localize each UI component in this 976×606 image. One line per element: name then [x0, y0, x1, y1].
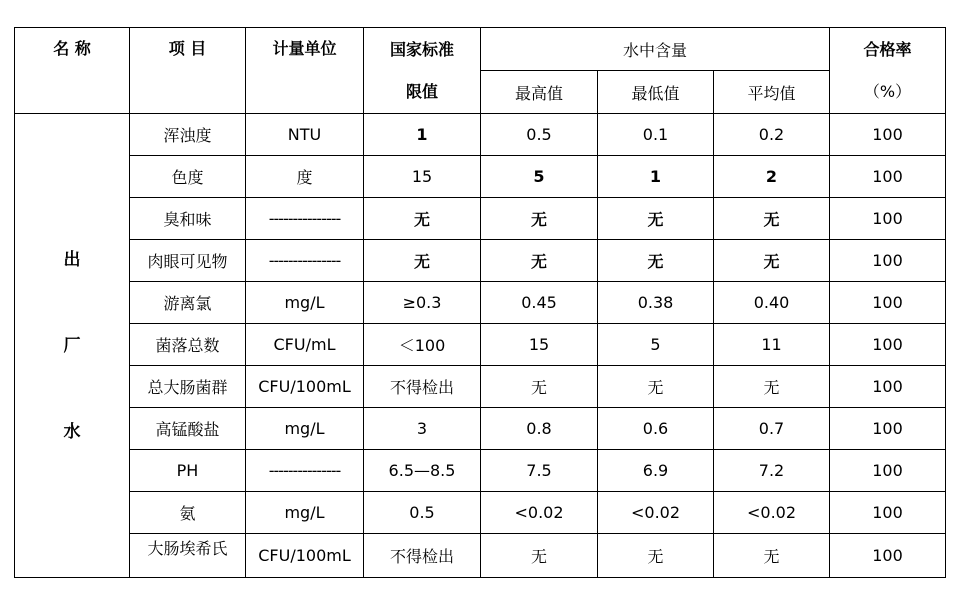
- header-limit: 国家标准 限值: [364, 28, 481, 114]
- cell-item: 氨: [130, 492, 246, 534]
- cell-unit: ---------------: [246, 198, 364, 240]
- table-row: [15, 198, 946, 240]
- cell-max: 无: [481, 366, 598, 408]
- cell-min: 0.38: [598, 282, 714, 324]
- cell-min: 无: [598, 240, 714, 282]
- cell-limit: 不得检出: [364, 366, 481, 408]
- cell-limit: 无: [364, 198, 481, 240]
- cell-limit: ＜100: [364, 324, 481, 366]
- category-char: 厂: [63, 335, 81, 356]
- header-avg: 平均值: [714, 71, 830, 114]
- header-max: 最高值: [481, 71, 598, 114]
- cell-rate: 100: [830, 324, 946, 366]
- cell-unit: mg/L: [246, 408, 364, 450]
- cell-limit: 6.5—8.5: [364, 450, 481, 492]
- cell-item: 浑浊度: [130, 114, 246, 156]
- table-row: [15, 156, 946, 198]
- cell-avg: 0.40: [714, 282, 830, 324]
- cell-min: 无: [598, 198, 714, 240]
- cell-rate: 100: [830, 366, 946, 408]
- cell-max: 0.8: [481, 408, 598, 450]
- cell-limit: 无: [364, 240, 481, 282]
- cell-item: 总大肠菌群: [130, 366, 246, 408]
- cell-rate: 100: [830, 534, 946, 578]
- cell-unit: ---------------: [246, 450, 364, 492]
- cell-avg: <0.02: [714, 492, 830, 534]
- cell-avg: 7.2: [714, 450, 830, 492]
- water-quality-table: [14, 27, 946, 578]
- cell-avg: 2: [714, 156, 830, 198]
- table-row: [15, 324, 946, 366]
- cell-item: 肉眼可见物: [130, 240, 246, 282]
- table-row: [15, 492, 946, 534]
- cell-limit: ≥0.3: [364, 282, 481, 324]
- table-row: [15, 450, 946, 492]
- cell-avg: 无: [714, 366, 830, 408]
- header-name: 名 称: [15, 28, 130, 114]
- table-row: [15, 366, 946, 408]
- cell-rate: 100: [830, 198, 946, 240]
- cell-item: 大肠埃希氏: [130, 534, 246, 578]
- cell-item: 色度: [130, 156, 246, 198]
- category-char: 水: [63, 421, 81, 442]
- cell-item: PH: [130, 450, 246, 492]
- cell-unit: mg/L: [246, 492, 364, 534]
- header-content: 水中含量: [481, 28, 830, 71]
- cell-unit: CFU/mL: [246, 324, 364, 366]
- cell-limit: 3: [364, 408, 481, 450]
- cell-limit: 不得检出: [364, 534, 481, 578]
- cell-item: 菌落总数: [130, 324, 246, 366]
- cell-limit: 0.5: [364, 492, 481, 534]
- table-row: [15, 408, 946, 450]
- cell-avg: 0.7: [714, 408, 830, 450]
- table-row: [15, 114, 946, 156]
- cell-rate: 100: [830, 282, 946, 324]
- header-min: 最低值: [598, 71, 714, 114]
- cell-max: 无: [481, 240, 598, 282]
- category-char: 出: [63, 249, 81, 270]
- cell-unit: ---------------: [246, 240, 364, 282]
- cell-rate: 100: [830, 408, 946, 450]
- cell-max: 无: [481, 198, 598, 240]
- cell-limit: 1: [364, 114, 481, 156]
- cell-min: 0.1: [598, 114, 714, 156]
- cell-max: 0.5: [481, 114, 598, 156]
- header-unit: 计量单位: [246, 28, 364, 114]
- cell-min: 6.9: [598, 450, 714, 492]
- cell-max: <0.02: [481, 492, 598, 534]
- table-row: [15, 282, 946, 324]
- cell-rate: 100: [830, 450, 946, 492]
- cell-min: 无: [598, 534, 714, 578]
- cell-max: 0.45: [481, 282, 598, 324]
- cell-min: 0.6: [598, 408, 714, 450]
- cell-rate: 100: [830, 156, 946, 198]
- cell-item: 游离氯: [130, 282, 246, 324]
- cell-avg: 无: [714, 198, 830, 240]
- cell-avg: 无: [714, 240, 830, 282]
- header-item: 项 目: [130, 28, 246, 114]
- cell-avg: 0.2: [714, 114, 830, 156]
- cell-max: 5: [481, 156, 598, 198]
- cell-item: 臭和味: [130, 198, 246, 240]
- cell-max: 无: [481, 534, 598, 578]
- cell-min: 无: [598, 366, 714, 408]
- table-row: [15, 534, 946, 578]
- cell-limit: 15: [364, 156, 481, 198]
- cell-min: <0.02: [598, 492, 714, 534]
- cell-avg: 无: [714, 534, 830, 578]
- cell-min: 1: [598, 156, 714, 198]
- cell-rate: 100: [830, 492, 946, 534]
- cell-min: 5: [598, 324, 714, 366]
- cell-rate: 100: [830, 240, 946, 282]
- cell-unit: CFU/100mL: [246, 534, 364, 578]
- cell-max: 7.5: [481, 450, 598, 492]
- table-row: [15, 240, 946, 282]
- cell-rate: 100: [830, 114, 946, 156]
- cell-item: 高锰酸盐: [130, 408, 246, 450]
- category-cell: [15, 114, 130, 578]
- cell-unit: NTU: [246, 114, 364, 156]
- cell-unit: CFU/100mL: [246, 366, 364, 408]
- header-rate: 合格率 （%）: [830, 28, 946, 114]
- cell-unit: 度: [246, 156, 364, 198]
- cell-max: 15: [481, 324, 598, 366]
- cell-avg: 11: [714, 324, 830, 366]
- cell-unit: mg/L: [246, 282, 364, 324]
